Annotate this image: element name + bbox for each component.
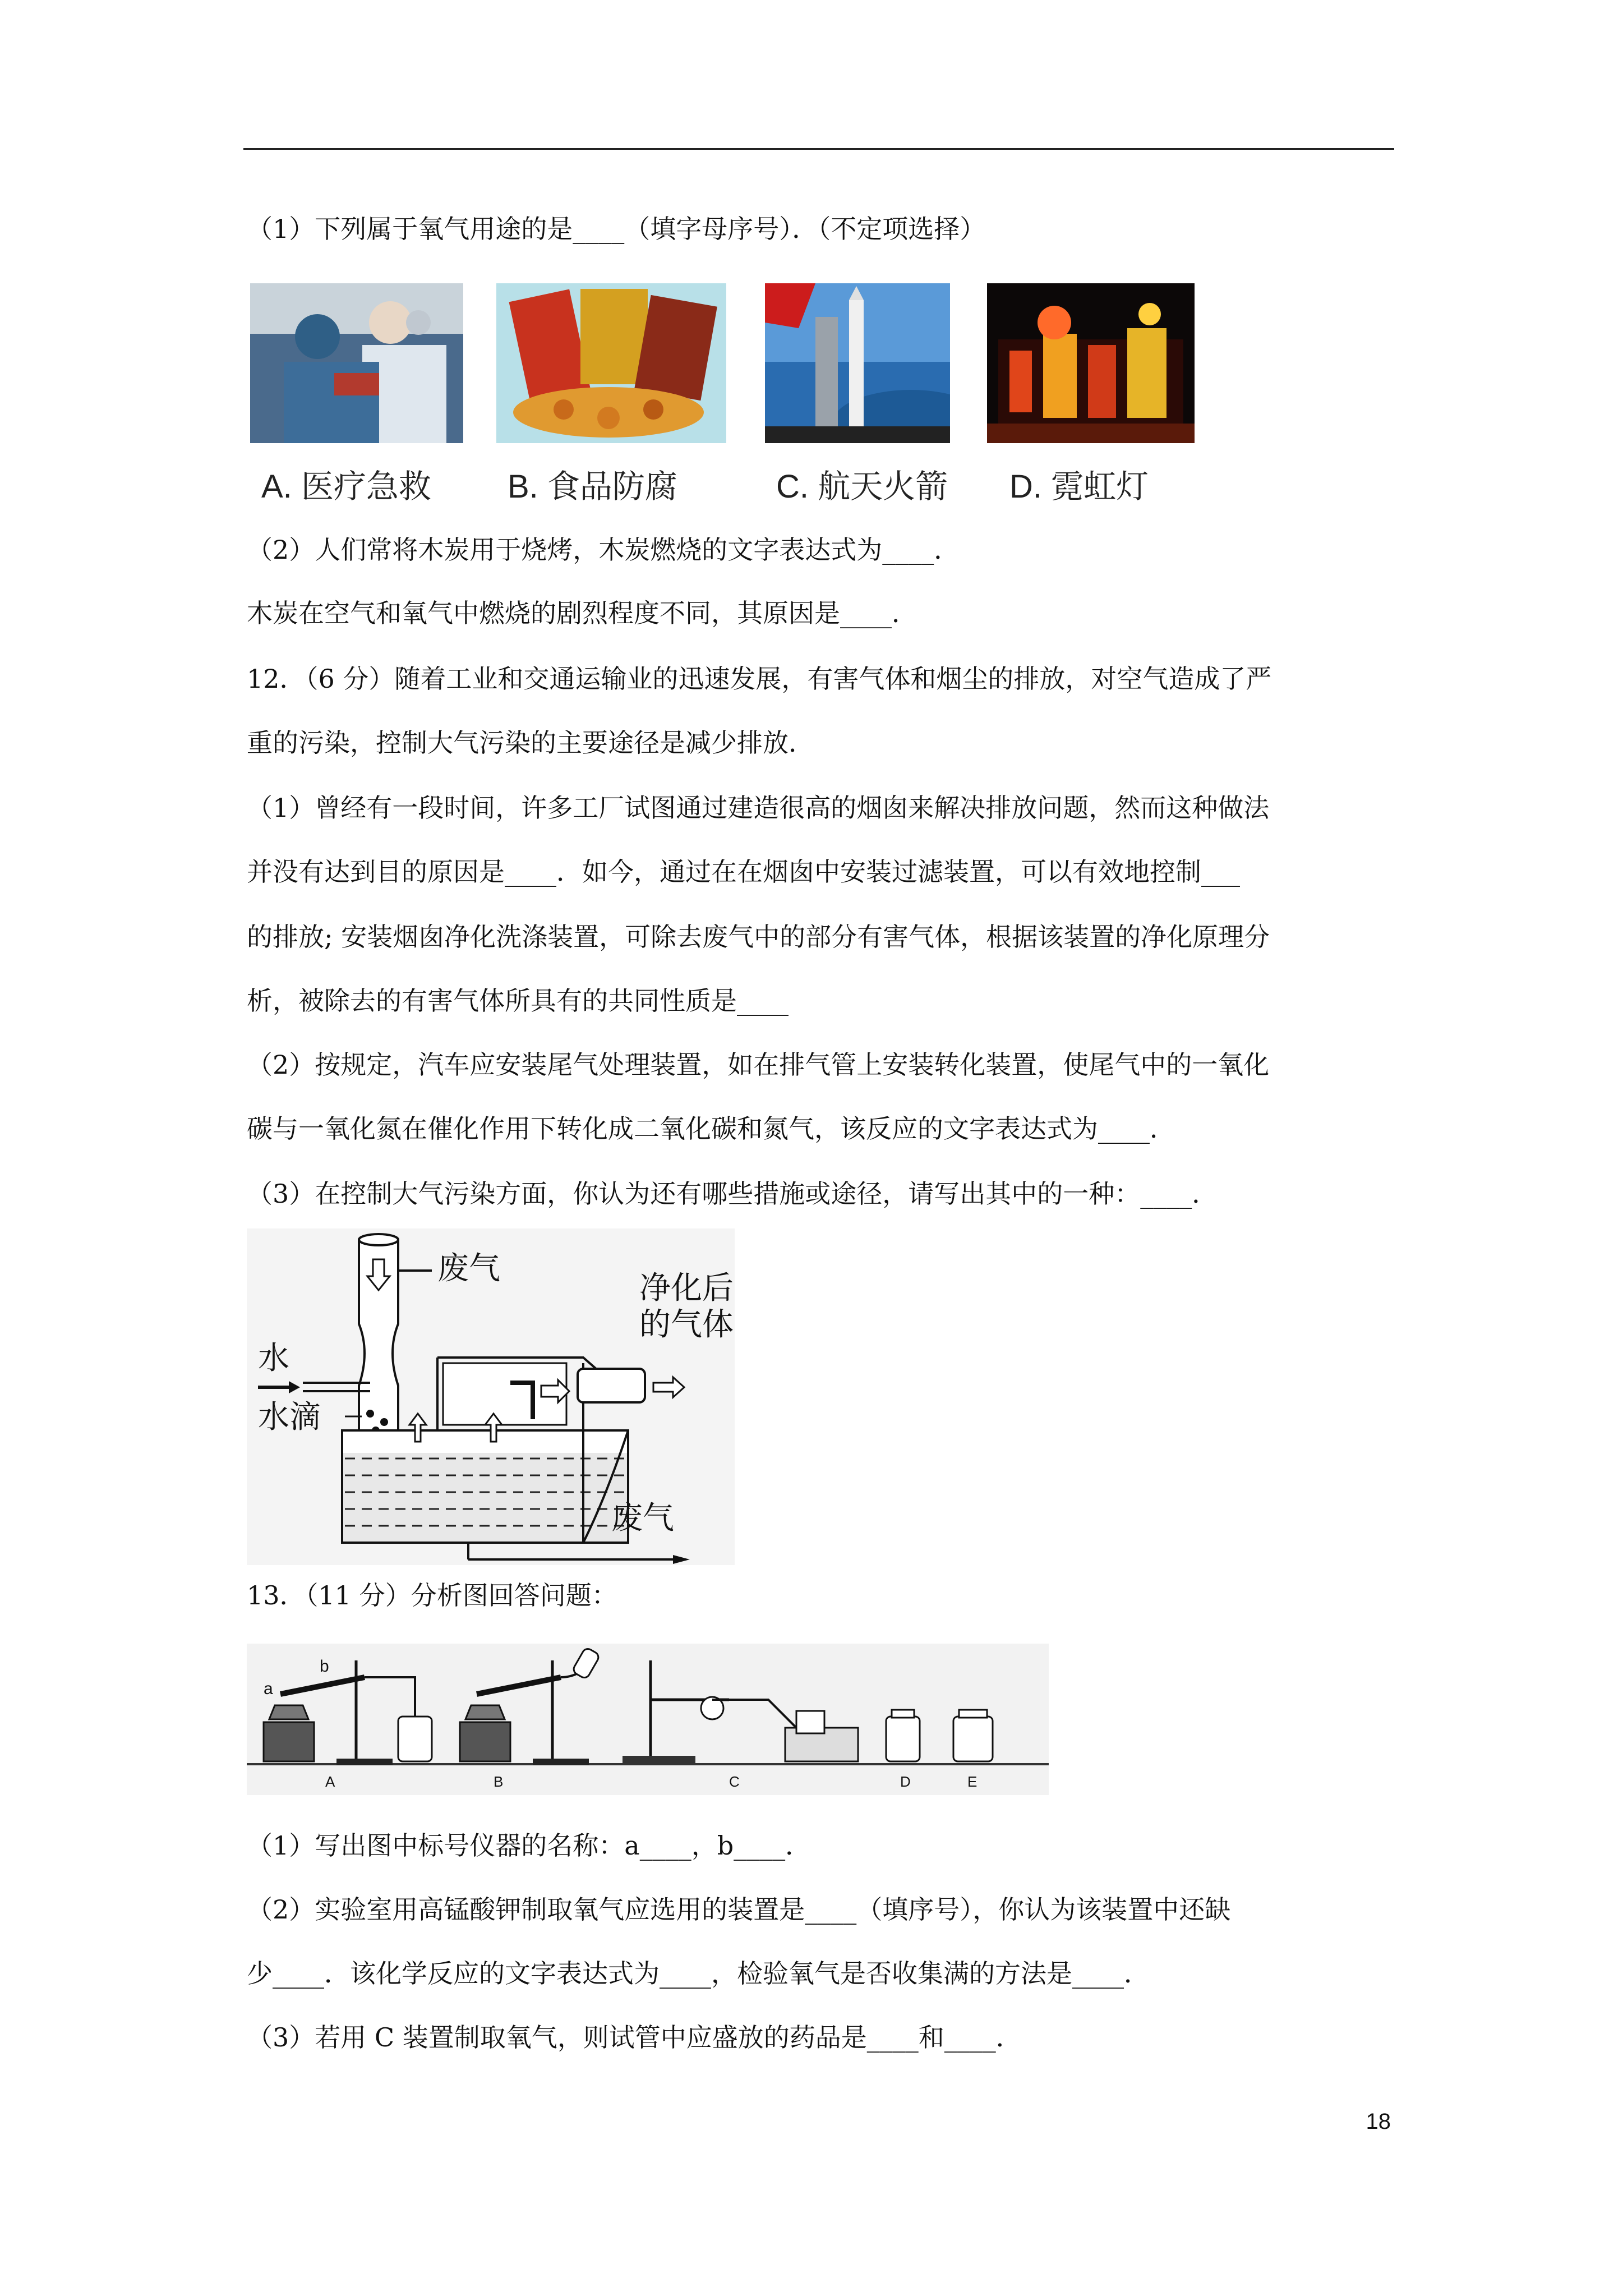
label-a: A: [325, 1773, 335, 1790]
q13-p3: （3）若用 C 装置制取氧气，则试管中应盛放的药品是____和____．: [247, 2022, 1022, 2053]
label-d: D: [900, 1773, 911, 1790]
label-e: E: [967, 1773, 978, 1790]
caption-b: B. 食品防腐: [508, 468, 677, 505]
q11-part2-line2: 木炭在空气和氧气中燃烧的剧烈程度不同，其原因是____．: [247, 598, 917, 628]
q13-p1: （1）写出图中标号仪器的名称：a____，b____．: [247, 1830, 811, 1861]
mark-b: b: [320, 1657, 329, 1676]
header-rule: [243, 148, 1394, 150]
q12-line1: 12．（6 分）随着工业和交通运输业的迅速发展，有害气体和烟尘的排放，对空气造成了严: [247, 664, 1272, 694]
label-waste-gas-top: 废气: [437, 1250, 500, 1286]
label-clean-gas-2: 的气体: [639, 1306, 734, 1342]
q11-part2-line1: （2）人们常将木炭用于烧烤，木炭燃烧的文字表达式为____．: [247, 535, 960, 565]
photo-food-preservation: [496, 283, 726, 443]
q12-p2-line2: 碳与一氧化氮在催化作用下转化成二氧化碳和氮气，该反应的文字表达式为____．: [247, 1114, 1175, 1144]
mark-a: a: [264, 1680, 273, 1698]
scrubber-diagram: [247, 1228, 735, 1565]
q12-p1-line4: 析，被除去的有害气体所具有的共同性质是____: [247, 986, 789, 1016]
photo-medical-emergency: [250, 283, 463, 443]
q13-line1: 13．（11 分）分析图回答问题：: [247, 1580, 617, 1611]
label-clean-gas-1: 净化后: [639, 1270, 734, 1305]
caption-c: C. 航天火箭: [776, 468, 948, 505]
page-number: 18: [1366, 2109, 1391, 2134]
label-water-drops: 水滴: [258, 1399, 321, 1434]
q11-part1: （1）下列属于氧气用途的是____（填字母序号）．（不定项选择）: [247, 214, 986, 244]
caption-a: A. 医疗急救: [261, 468, 431, 505]
q12-line2: 重的污染，控制大气污染的主要途径是减少排放．: [247, 728, 814, 758]
q13-p2-line1: （2）实验室用高锰酸钾制取氧气应选用的装置是____（填序号），你认为该装置中还缺: [247, 1894, 1231, 1925]
caption-d: D. 霓虹灯: [1009, 468, 1149, 505]
label-waste-gas-bottom: 废气: [611, 1500, 674, 1535]
label-b: B: [494, 1773, 504, 1790]
q12-p1-line2: 并没有达到目的原因是____．如今，通过在在烟囱中安装过滤装置，可以有效地控制___: [247, 857, 1240, 887]
photo-neon-lights: [987, 283, 1195, 443]
q12-p3-line1: （3）在控制大气污染方面，你认为还有哪些措施或途径，请写出其中的一种：____．: [247, 1179, 1218, 1209]
q13-p2-line2: 少____．该化学反应的文字表达式为____，检验氧气是否收集满的方法是____．: [247, 1958, 1150, 1989]
apparatus-diagram: [247, 1644, 1049, 1795]
label-water: 水: [258, 1340, 289, 1375]
q12-p2-line1: （2）按规定，汽车应安装尾气处理装置，如在排气管上安装转化装置，使尾气中的一氧化: [247, 1050, 1270, 1080]
q12-p1-line1: （1）曾经有一段时间，许多工厂试图通过建造很高的烟囱来解决排放问题，然而这种做法: [247, 793, 1270, 823]
photo-space-rocket: [765, 283, 950, 443]
q12-p1-line3: 的排放; 安装烟囱净化洗涤装置，可除去废气中的部分有害气体，根据该装置的净化原理分: [247, 922, 1270, 952]
label-c: C: [729, 1773, 740, 1790]
